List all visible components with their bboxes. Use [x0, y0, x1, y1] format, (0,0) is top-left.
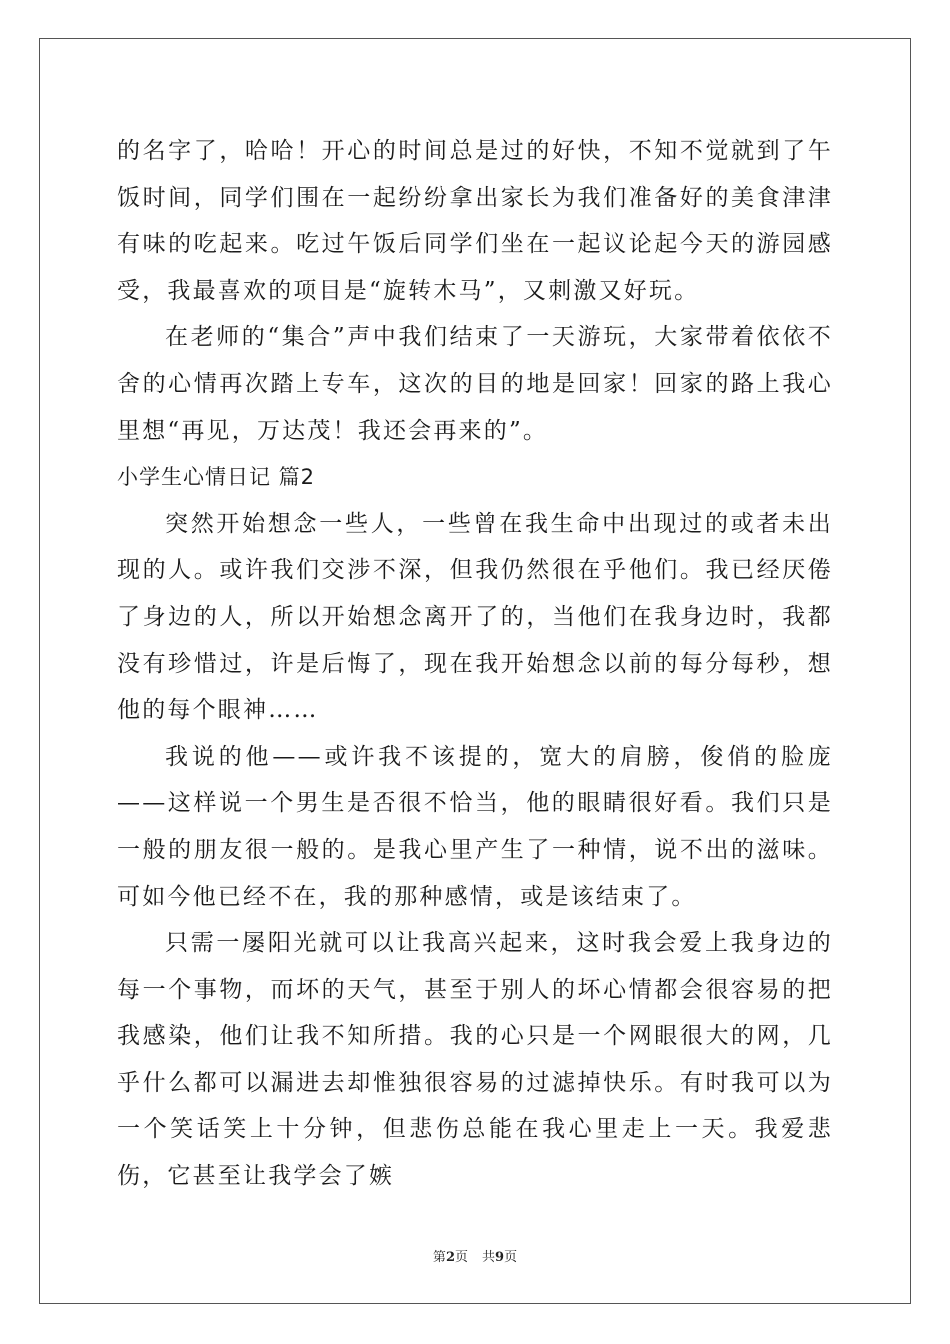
- document-body: [117, 128, 833, 1200]
- page-number-suffix: 页: [454, 1250, 468, 1265]
- total-pages-prefix: 共: [482, 1250, 496, 1265]
- paragraph-continued: 的名字了，哈哈！开心的时间总是过的好快，不知不觉就到了午饭时间，同学们围在一起纷纷拿出家长为我们准备好的美食津津有味的吃起来。吃过午饭后同学们坐在一起议论起今天的游园感受，我最喜欢的项目是“旋转木马”，又刺激又好玩。: [117, 138, 833, 304]
- paragraph: 在老师的“集合”声中我们结束了一天游玩，大家带着依依不舍的心情再次踏上专车，这次的目的地是回家！回家的路上我心里想“再见，万达茂！我还会再来的”。: [117, 324, 833, 444]
- total-pages-number: 9: [495, 1250, 505, 1265]
- paragraph: 只需一屡阳光就可以让我高兴起来，这时我会爱上我身边的每一个事物，而坏的天气，甚至于别人的坏心情都会很容易的把我感染，他们让我不知所措。我的心只是一个网眼很大的网，几乎什么都可以漏进去却惟独很容易的过滤掉快乐。有时我可以为一个笑话笑上十分钟，但悲伤总能在我心里走上一天。我爱悲伤，它甚至让我学会了嫉: [117, 930, 833, 1190]
- page-footer: [0, 1246, 950, 1265]
- paragraph: 我说的他——或许我不该提的，宽大的肩膀，俊俏的脸庞——这样说一个男生是否很不恰当，他的眼睛很好看。我们只是一般的朋友很一般的。是我心里产生了一种情，说不出的滋味。可如今他已经不在，我的那种感情，或是该结束了。: [117, 743, 833, 910]
- current-page-number: 2: [445, 1250, 455, 1265]
- section-heading: 小学生心情日记 篇2: [117, 465, 316, 490]
- page-number-prefix: 第: [432, 1250, 446, 1265]
- paragraph: 突然开始想念一些人，一些曾在我生命中出现过的或者未出现的人。或许我们交涉不深，但我仍然很在乎他们。我已经厌倦了身边的人，所以开始想念离开了的，当他们在我身边时，我都没有珍惜过，许是后悔了，现在我开始想念以前的每分每秒，想他的每个眼神……: [117, 510, 833, 724]
- total-pages-suffix: 页: [504, 1250, 518, 1265]
